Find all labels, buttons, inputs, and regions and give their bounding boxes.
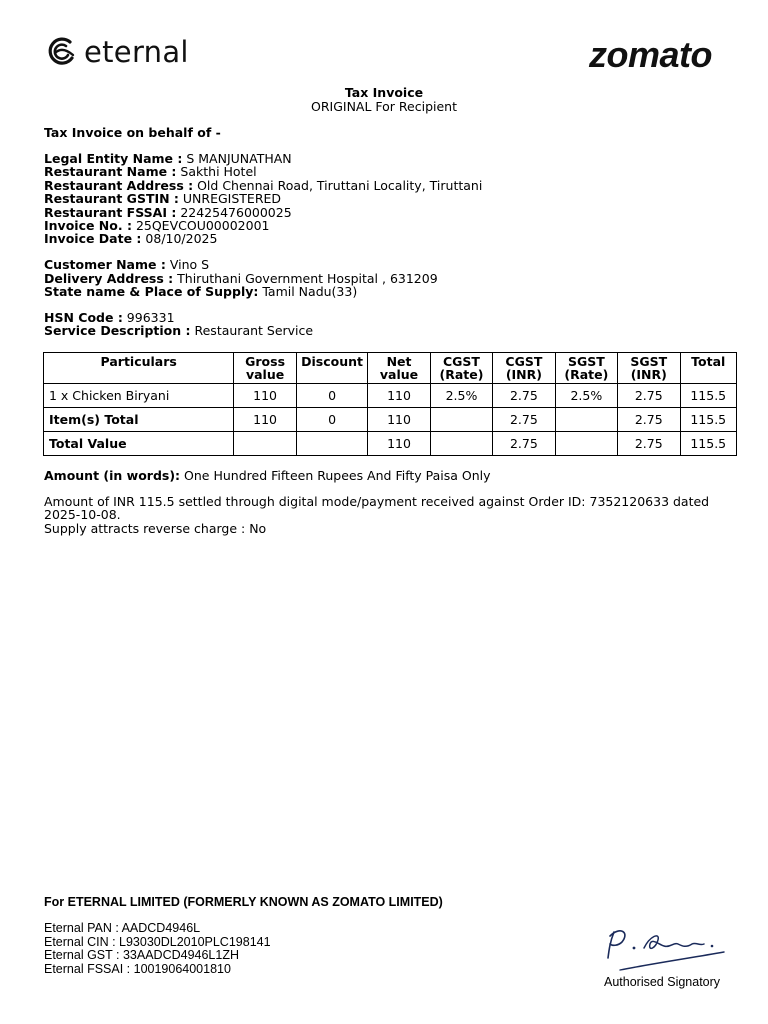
cell-sgst-rate: 2.5% [555, 384, 617, 408]
col-cgst-inr: CGST (INR) [493, 353, 555, 384]
cell-sgst-inr: 2.75 [618, 432, 680, 456]
field-value: 22425476000025 [176, 204, 292, 220]
legal-entity-row [44, 152, 482, 165]
eternal-logo [46, 36, 189, 68]
cell-sgst-inr: 2.75 [618, 408, 680, 432]
cell-cgst-inr: 2.75 [493, 384, 555, 408]
amount-in-words [44, 468, 491, 483]
behalf-label: Tax Invoice on behalf of - [44, 125, 221, 140]
field-label: Restaurant FSSAI : [44, 204, 177, 220]
field-label: Restaurant GSTIN : [44, 191, 179, 207]
cell-sgst-rate [555, 432, 617, 456]
reverse-charge-line: Supply attracts reverse charge : No [44, 520, 267, 536]
field-label: Service Description : [44, 323, 191, 339]
field-label: Customer Name : [44, 257, 166, 273]
settlement-note [44, 495, 744, 535]
field-label: Delivery Address : [44, 270, 174, 286]
table-row [44, 432, 737, 456]
eternal-mark-icon [46, 36, 78, 68]
invoice-no-row [44, 219, 482, 232]
field-value: UNREGISTERED [178, 191, 282, 207]
field-value: 08/10/2025 [141, 231, 218, 247]
cell-net: 110 [368, 408, 430, 432]
eternal-gst: Eternal GST : 33AADCD4946L1ZH [44, 948, 240, 962]
footer-info [44, 922, 271, 976]
invoice-title: Tax Invoice [344, 85, 424, 100]
field-label: Invoice Date : [44, 231, 142, 247]
zomato-logo: zomato [589, 34, 712, 75]
cell-particulars: 1 x Chicken Biryani [44, 384, 234, 408]
col-cgst-rate: CGST (Rate) [430, 353, 492, 384]
col-discount: Discount [296, 353, 368, 384]
cell-total: 115.5 [680, 408, 737, 432]
cell-cgst-inr: 2.75 [493, 432, 555, 456]
footer-title: For ETERNAL LIMITED (FORMERLY KNOWN AS ZOMATO LIMITED) [44, 895, 443, 909]
eternal-cin: Eternal CIN : L93030DL2010PLC198141 [44, 934, 271, 949]
invoice-heading [0, 86, 768, 114]
restaurant-fssai-row [44, 206, 482, 219]
col-net: Net value [368, 353, 430, 384]
cell-cgst-rate [430, 408, 492, 432]
cell-discount [296, 432, 368, 456]
col-gross: Gross value [234, 353, 296, 384]
eternal-brand-text: eternal [84, 34, 189, 69]
service-row [44, 324, 482, 337]
state-row [44, 285, 482, 298]
customer-name-row [44, 258, 482, 271]
amount-words-label: Amount (in words): [44, 468, 181, 483]
col-sgst-rate: SGST (Rate) [555, 353, 617, 384]
field-value: Vino S [165, 257, 210, 273]
field-label: HSN Code : [44, 309, 123, 325]
cell-gross: 110 [234, 384, 296, 408]
cell-particulars: Total Value [44, 432, 234, 456]
field-label: Invoice No. : [44, 217, 132, 233]
field-value: Tamil Nadu(33) [258, 284, 358, 300]
col-particulars: Particulars [44, 353, 234, 384]
cell-cgst-rate [430, 432, 492, 456]
table-row [44, 408, 737, 432]
field-value: 25QEVCOU00002001 [131, 217, 270, 233]
amount-words-value: One Hundred Fifteen Rupees And Fifty Paisa Only [180, 468, 491, 483]
field-label: Restaurant Address : [44, 177, 194, 193]
field-value: Sakthi Hotel [176, 164, 257, 180]
field-label: Restaurant Name : [44, 164, 177, 180]
signature-image [600, 918, 730, 977]
invoice-table [43, 352, 737, 456]
cell-particulars: Item(s) Total [44, 408, 234, 432]
delivery-address-row [44, 272, 482, 285]
invoice-details [44, 126, 482, 338]
field-value: 996331 [122, 309, 175, 325]
invoice-date-row [44, 232, 482, 245]
authorised-signatory: Authorised Signatory [604, 975, 721, 989]
col-total: Total [680, 353, 737, 384]
cell-gross: 110 [234, 408, 296, 432]
cell-sgst-rate [555, 408, 617, 432]
field-value: Restaurant Service [190, 323, 314, 339]
field-label: State name & Place of Supply: [44, 284, 259, 300]
settlement-line: Amount of INR 115.5 settled through digital mode/payment received against Order ID: 7352120633 dated 2025-10-08. [44, 494, 710, 523]
cell-gross [234, 432, 296, 456]
restaurant-name-row [44, 165, 482, 178]
field-label: Legal Entity Name : [44, 150, 183, 166]
cell-discount: 0 [296, 408, 368, 432]
cell-sgst-inr: 2.75 [618, 384, 680, 408]
table-header-row [44, 353, 737, 384]
col-sgst-inr: SGST (INR) [618, 353, 680, 384]
table-row [44, 384, 737, 408]
eternal-pan: Eternal PAN : AADCD4946L [44, 921, 201, 935]
invoice-subtitle: ORIGINAL For Recipient [310, 99, 457, 114]
cell-discount: 0 [296, 384, 368, 408]
cell-total: 115.5 [680, 432, 737, 456]
field-value: Old Chennai Road, Tiruttani Locality, Tiruttani [193, 177, 483, 193]
cell-cgst-rate: 2.5% [430, 384, 492, 408]
restaurant-gstin-row [44, 192, 482, 205]
field-value: Thiruthani Government Hospital , 631209 [173, 270, 438, 286]
restaurant-address-row [44, 179, 482, 192]
hsn-row [44, 311, 482, 324]
cell-net: 110 [368, 432, 430, 456]
field-value: S MANJUNATHAN [182, 150, 292, 166]
cell-cgst-inr: 2.75 [493, 408, 555, 432]
cell-net: 110 [368, 384, 430, 408]
eternal-fssai: Eternal FSSAI : 10019064001810 [44, 961, 231, 976]
cell-total: 115.5 [680, 384, 737, 408]
